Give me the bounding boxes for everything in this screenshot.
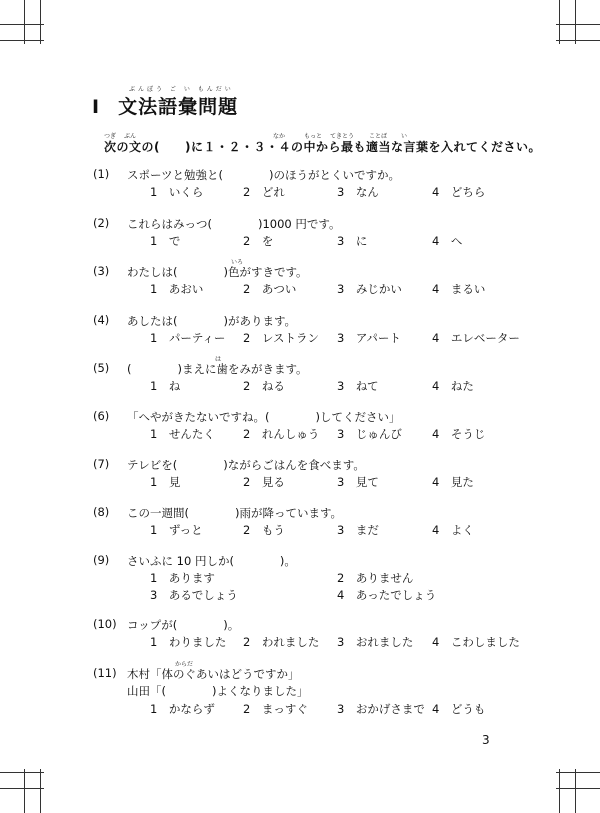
section-title xyxy=(92,92,238,119)
answer-option[interactable]: 1 で xyxy=(150,234,181,248)
answer-option[interactable]: 1 あおい xyxy=(150,282,204,296)
question-number: (4) xyxy=(93,313,110,327)
question-ruby: からだ xyxy=(175,661,194,668)
answer-option[interactable]: 1 ずっと xyxy=(150,523,203,537)
question-stem-line2: 山田「( )よくなりました」 xyxy=(127,684,309,698)
answer-option[interactable]: 2 まっすぐ xyxy=(243,702,308,716)
question-number: (3) xyxy=(93,264,110,278)
question-stem: この一週間( )雨が降っています。 xyxy=(127,506,343,520)
answer-option[interactable]: 2 われました xyxy=(243,635,320,649)
answer-option[interactable]: 1 かならず xyxy=(150,702,215,716)
question-stem: 木村「体のぐあいはどうですか」 xyxy=(127,667,300,681)
crop-mark xyxy=(40,0,41,44)
answer-option[interactable]: 3 じゅんび xyxy=(337,427,402,441)
answer-option[interactable]: 1 わりました xyxy=(150,635,227,649)
section-number: I xyxy=(92,96,101,118)
answer-option[interactable]: 3 に xyxy=(337,234,368,248)
question-stem: さいふに 10 円しか( )。 xyxy=(127,554,296,568)
answer-option[interactable]: 2 ねる xyxy=(243,379,285,393)
crop-mark xyxy=(556,24,600,25)
question-number: (10) xyxy=(93,617,117,631)
answer-option[interactable]: 3 見て xyxy=(337,475,379,489)
question-stem: あしたは( )があります。 xyxy=(127,314,297,328)
page-number: 3 xyxy=(482,733,490,747)
instruction-ruby: ぶん xyxy=(124,133,137,140)
instruction-ruby: もっと xyxy=(304,133,323,140)
question-number: (5) xyxy=(93,361,110,375)
question-stem: わたしは( )色がすきです。 xyxy=(127,265,308,279)
question-stem: コップが( )。 xyxy=(127,618,240,632)
answer-option[interactable]: 1 いくら xyxy=(150,185,204,199)
question-stem: これらはみっつ( )1000 円です。 xyxy=(127,217,341,231)
crop-mark xyxy=(24,769,25,813)
question-stem: テレビを( )ながらごはんを食べます。 xyxy=(127,458,365,472)
crop-mark xyxy=(559,769,560,813)
question-number: (8) xyxy=(93,505,110,519)
question-stem: ( )まえに歯をみがきます。 xyxy=(127,362,308,376)
crop-mark xyxy=(0,40,44,41)
answer-option[interactable]: 3 ねて xyxy=(337,379,379,393)
crop-mark xyxy=(556,772,600,773)
answer-option[interactable]: 4 こわしました xyxy=(432,635,520,649)
answer-option[interactable]: 4 よく xyxy=(432,523,474,537)
crop-mark xyxy=(575,769,576,813)
crop-mark xyxy=(575,0,576,44)
answer-option[interactable]: 4 見た xyxy=(432,475,474,489)
answer-option[interactable]: 3 みじかい xyxy=(337,282,402,296)
answer-option[interactable]: 3 おかげさまで xyxy=(337,702,425,716)
question-number: (9) xyxy=(93,553,110,567)
answer-option[interactable]: 2 を xyxy=(243,234,274,248)
answer-option[interactable]: 1 パーティー xyxy=(150,331,226,345)
answer-option[interactable]: 2 レストラン xyxy=(243,331,319,345)
crop-mark xyxy=(556,788,600,789)
crop-mark xyxy=(0,772,44,773)
instruction-ruby: つぎ xyxy=(104,133,117,140)
answer-option[interactable]: 3 まだ xyxy=(337,523,379,537)
question-stem: 「へやがきたないですね。( )してください」 xyxy=(127,410,401,424)
question-number: (11) xyxy=(93,666,117,680)
question-number: (6) xyxy=(93,409,110,423)
answer-option[interactable]: 1 せんたく xyxy=(150,427,215,441)
answer-option[interactable]: 2 あつい xyxy=(243,282,297,296)
crop-mark xyxy=(559,0,560,44)
crop-mark xyxy=(0,788,44,789)
answer-option[interactable]: 4 ねた xyxy=(432,379,474,393)
question-number: (7) xyxy=(93,457,110,471)
answer-option[interactable]: 3 おれました xyxy=(337,635,414,649)
question-ruby: は xyxy=(215,356,222,363)
answer-option[interactable]: 1 見 xyxy=(150,475,181,489)
answer-option[interactable]: 4 まるい xyxy=(432,282,486,296)
answer-option[interactable]: 1 あります xyxy=(150,571,215,585)
answer-option[interactable]: 4 エレベーター xyxy=(432,331,520,345)
section-title-text: 文法語彙問題 xyxy=(118,96,239,118)
answer-option[interactable]: 3 あるでしょう xyxy=(150,588,238,602)
question-number: (2) xyxy=(93,216,110,230)
answer-option[interactable]: 3 アパート xyxy=(337,331,401,345)
answer-option[interactable]: 4 へ xyxy=(432,234,463,248)
answer-option[interactable]: 1 ね xyxy=(150,379,181,393)
answer-option[interactable]: 2 見る xyxy=(243,475,285,489)
answer-option[interactable]: 3 なん xyxy=(337,185,379,199)
crop-mark xyxy=(556,40,600,41)
answer-option[interactable]: 4 そうじ xyxy=(432,427,486,441)
crop-mark xyxy=(24,0,25,44)
answer-option[interactable]: 2 ありません xyxy=(337,571,414,585)
answer-option[interactable]: 4 どうも xyxy=(432,702,486,716)
answer-option[interactable]: 2 どれ xyxy=(243,185,285,199)
crop-mark xyxy=(0,24,44,25)
question-stem: スポーツと勉強と( )のほうがとくいですか。 xyxy=(127,168,401,182)
answer-option[interactable]: 2 れんしゅう xyxy=(243,427,320,441)
instruction-ruby: い xyxy=(401,133,408,140)
section-title-ruby: ぶんぽう ご い もんだい xyxy=(129,86,234,93)
answer-option[interactable]: 2 もう xyxy=(243,523,285,537)
instruction-ruby: ことば xyxy=(369,133,388,140)
instruction-text: 次の文の( )に１・２・３・４の中から最も適当な言葉を入れてください。 xyxy=(104,140,541,154)
instruction-ruby: てきとう xyxy=(330,133,355,140)
answer-option[interactable]: 4 どちら xyxy=(432,185,486,199)
answer-option[interactable]: 4 あったでしょう xyxy=(337,588,437,602)
instruction-ruby: なか xyxy=(273,133,286,140)
question-number: (1) xyxy=(93,167,110,181)
crop-mark xyxy=(40,769,41,813)
question-ruby: いろ xyxy=(231,259,244,266)
